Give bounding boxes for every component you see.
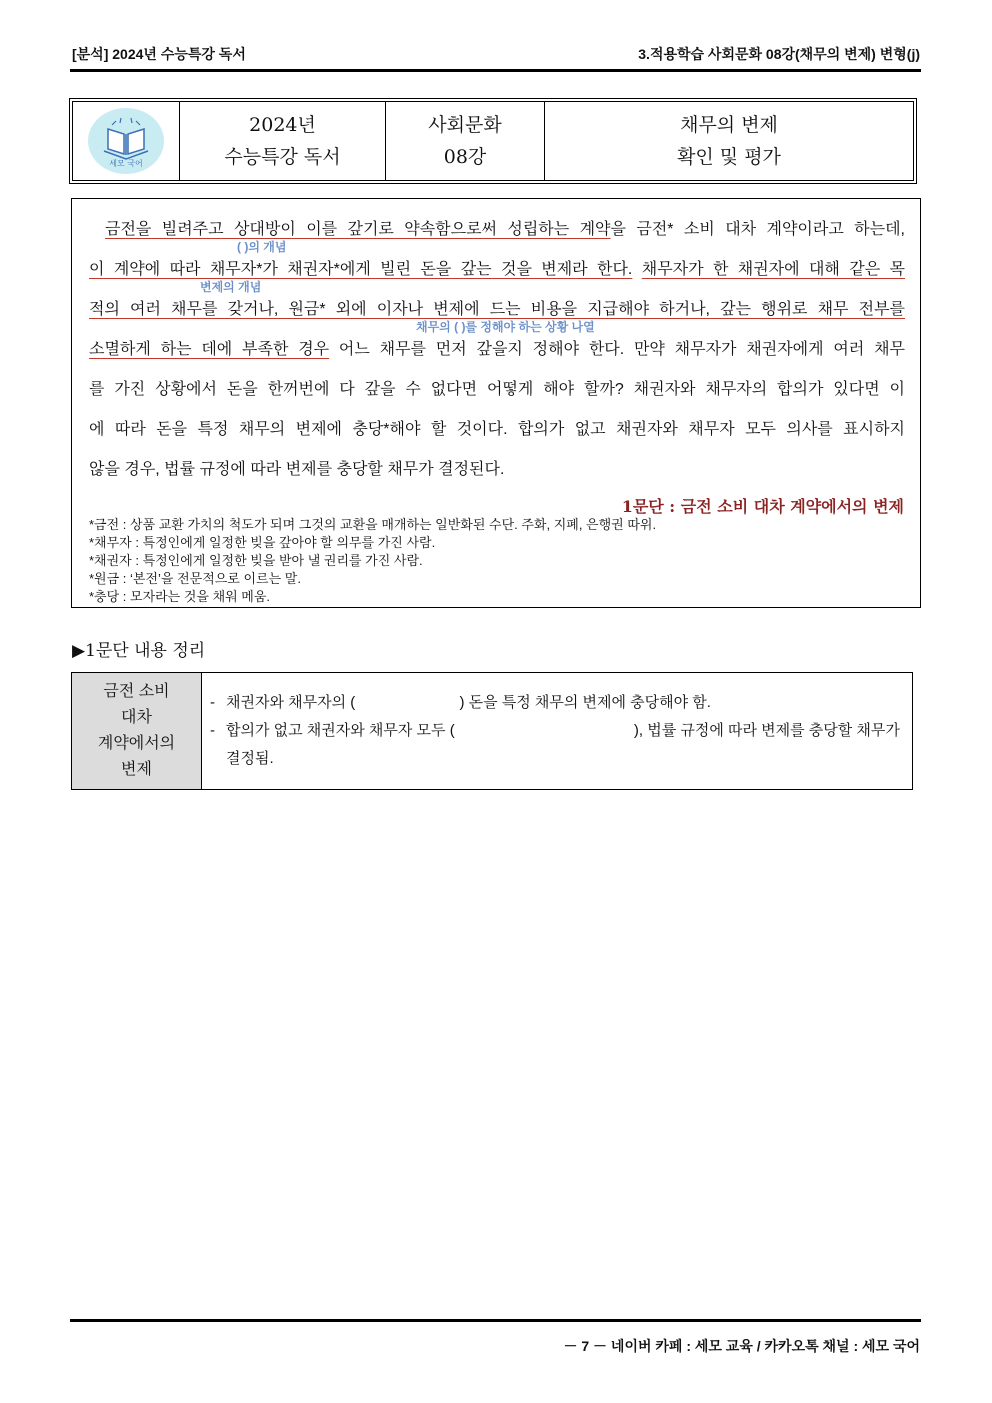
title-col-book bbox=[180, 102, 386, 181]
underlined-phrase: 금전을 빌려주고 상대방이 이를 갚기로 약속함으로써 성립하는 계약 bbox=[105, 221, 611, 238]
passage-line-5: 를 가진 상황에서 돈을 한꺼번에 다 갚을 수 없다면 어떻게 해야 할까? 채권자와 채무자의 합의가 있다면 이 bbox=[89, 381, 905, 398]
title-book: 수능특강 독서 bbox=[224, 146, 341, 168]
footnote: *충당 : 모자라는 것을 채워 메움. bbox=[89, 589, 271, 604]
footnote: *원금 : ‘본전’을 전문적으로 이르는 말. bbox=[89, 571, 301, 586]
summary-row: - 채권자와 채무자의 ( ) 돈을 특정 채무의 변제에 충당해야 함. bbox=[210, 689, 902, 717]
underlined-phrase: 이 계약에 따라 채무자*가 채권자*에게 빌린 돈을 갚는 것을 변제라 한다. bbox=[89, 261, 633, 278]
underlined-phrase: 소멸하게 하는 데에 부족한 경우 bbox=[89, 341, 330, 358]
semo-logo bbox=[86, 107, 166, 175]
summary-row: - 합의가 없고 채권자와 채무자 모두 ( ), 법률 규정에 따라 변제를 충당할 채무가 결정됨. bbox=[210, 717, 902, 773]
summary-table-head: 금전 소비 대차 계약에서의 변제 bbox=[72, 673, 202, 790]
logo-text: 세모 국어 bbox=[109, 159, 143, 168]
footer-text: － 7 － 네이버 카페 : 세모 교육 / 카카오톡 채널 : 세모 국어 bbox=[563, 1338, 920, 1354]
footnote: *채권자 : 특정인에게 일정한 빚을 받아 낼 권리를 가진 사람. bbox=[89, 553, 423, 568]
passage-line-2 bbox=[89, 256, 905, 279]
title-subject: 사회문화 bbox=[428, 114, 502, 136]
passage-line-3 bbox=[89, 296, 905, 319]
footnote: *채무자 : 특정인에게 일정한 빚을 갚아야 할 의무를 가진 사람. bbox=[89, 535, 436, 550]
annotation-1: ( )의 개념 bbox=[237, 240, 287, 254]
underlined-phrase: 적의 여러 채무를 갖거나, 원금* 외에 이자나 변제에 드는 비용을 지급해야 하거나, 갚는 행위로 채무 전부를 bbox=[89, 301, 905, 318]
header-left: [분석] 2024년 수능특강 독서 bbox=[72, 46, 246, 62]
passage-line-7: 않을 경우, 법률 규정에 따라 변제를 충당할 채무가 결정된다. bbox=[89, 461, 505, 478]
summary-table-body bbox=[202, 673, 913, 790]
underlined-phrase: 채무자가 한 채권자에 대해 같은 목 bbox=[641, 261, 905, 278]
passage-box bbox=[71, 198, 921, 608]
title-box bbox=[69, 98, 917, 184]
header-right: 3.적용학습 사회문화 08강(채무의 변제) 변형(j) bbox=[638, 46, 920, 62]
title-year: 2024년 bbox=[249, 114, 316, 136]
passage-line-1: 금전을 빌려주고 상대방이 이를 갚기로 약속함으로써 성립하는 계약을 금전* 소비 대차 계약이라고 하는데, bbox=[105, 221, 905, 238]
section-title: ▶1문단 내용 정리 bbox=[72, 641, 206, 661]
passage-line-6: 에 따라 돈을 특정 채무의 변제에 충당*해야 할 것이다. 합의가 없고 채권자와 채무자 모두 의사를 표시하지 bbox=[89, 421, 905, 438]
logo-cell bbox=[73, 102, 180, 181]
summary-table bbox=[71, 672, 913, 790]
title-type: 확인 및 평가 bbox=[677, 146, 781, 168]
title-lesson: 08강 bbox=[443, 146, 487, 168]
title-col-lesson bbox=[386, 102, 545, 181]
annotation-2: 변제의 개념 bbox=[200, 280, 262, 294]
passage-line-4: 소멸하게 하는 데에 부족한 경우 어느 채무를 먼저 갚을지 정해야 한다. 만약 채무자가 채권자에게 여러 채무 bbox=[89, 341, 905, 358]
paragraph-summary: 1문단 : 금전 소비 대차 계약에서의 변제 bbox=[621, 497, 904, 516]
title-col-topic bbox=[545, 102, 914, 181]
summary-text: 채권자와 채무자의 ( ) 돈을 특정 채무의 변제에 충당해야 함. bbox=[226, 694, 711, 711]
footer-rule bbox=[70, 1319, 921, 1322]
title-table bbox=[72, 101, 914, 181]
summary-text: 합의가 없고 채권자와 채무자 모두 ( ), 법률 규정에 따라 변제를 충당할 채무가 결정됨. bbox=[226, 722, 905, 767]
title-topic: 채무의 변제 bbox=[680, 114, 778, 136]
footnotes bbox=[89, 516, 656, 606]
header-rule bbox=[70, 69, 921, 72]
footnote: *금전 : 상품 교환 가치의 척도가 되며 그것의 교환을 매개하는 일반화된 수단. 주화, 지폐, 은행권 따위. bbox=[89, 517, 657, 532]
annotation-3: 채무의 ( )를 정해야 하는 상황 나열 bbox=[416, 320, 595, 334]
